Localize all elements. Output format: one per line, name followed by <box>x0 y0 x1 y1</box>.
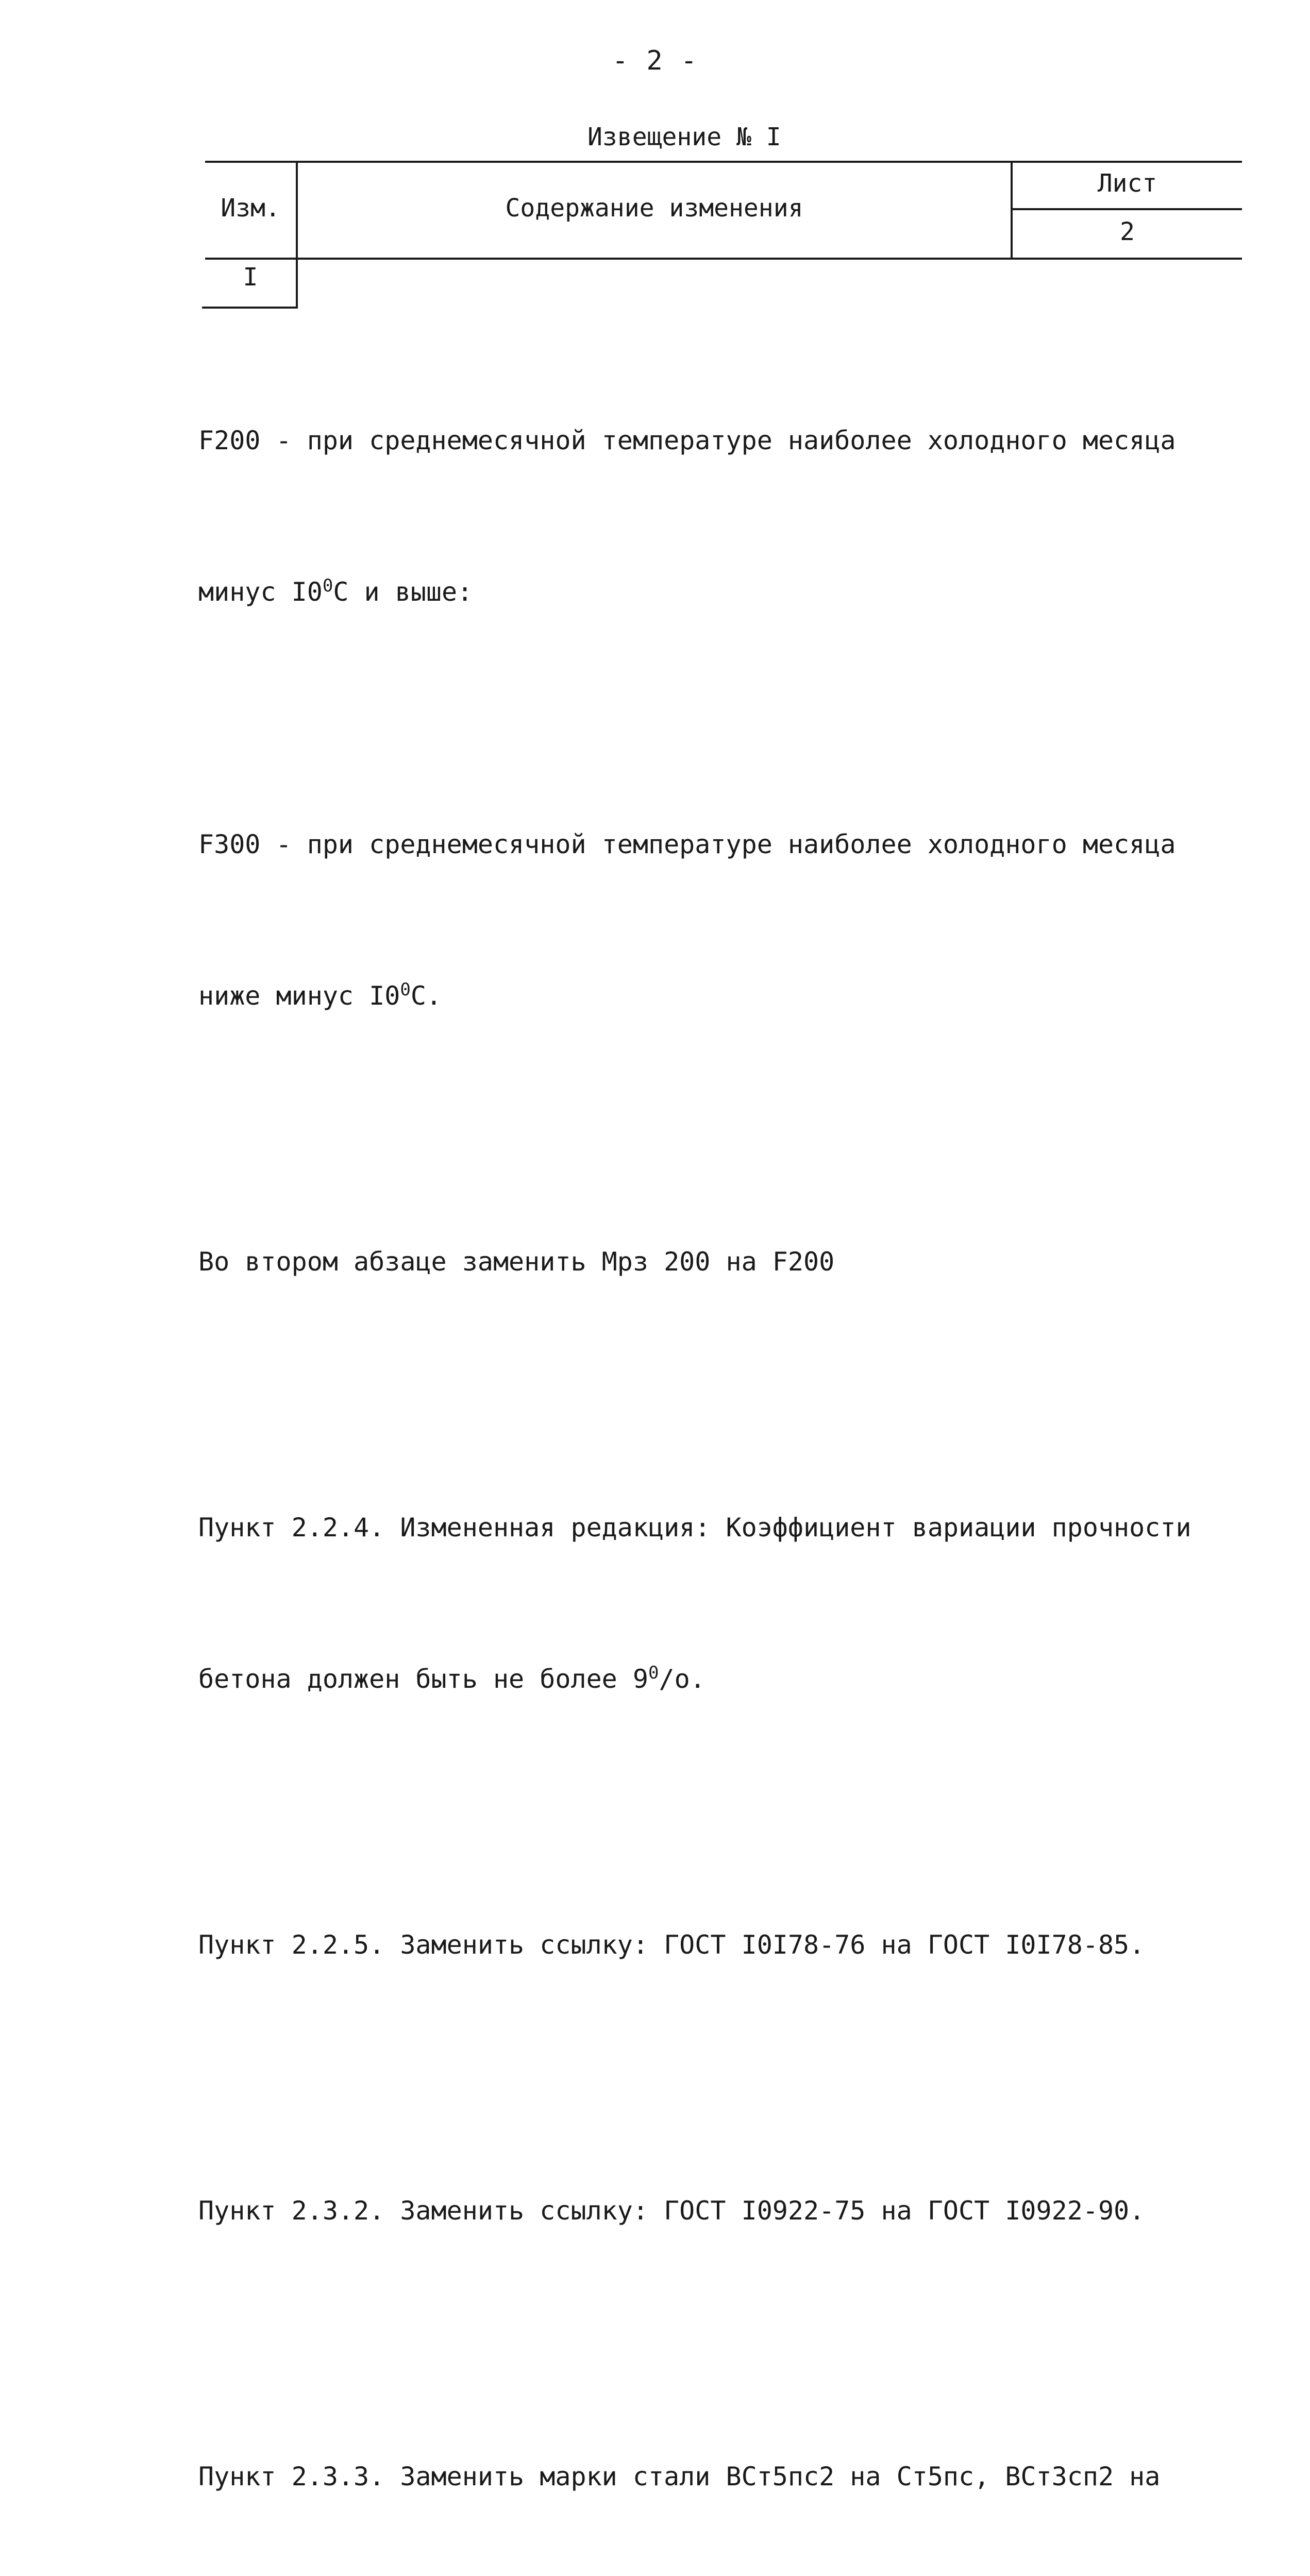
table-header-content: Содержание изменения <box>505 194 803 223</box>
table-header-sheet: Лист <box>1097 169 1157 198</box>
paragraph-2-2-4 <box>198 1401 1245 1805</box>
superscript: 0 <box>648 1663 659 1683</box>
notice-title: Извещение № I <box>587 123 781 151</box>
text-line <box>198 971 1245 1021</box>
text-fragment: /о. <box>659 1664 706 1694</box>
text-line <box>198 1654 1245 1704</box>
table-header-bottom-border <box>205 258 1242 260</box>
table-change-number: I <box>243 263 258 292</box>
text-line: Пункт 2.3.2. Заменить ссылку: ГОСТ I0922-75 на ГОСТ I0922-90. <box>198 2196 1145 2226</box>
text-line <box>198 567 1245 617</box>
paragraph-second-abzac <box>198 1136 1245 1388</box>
text-line: F300 - при среднемесячной температуре наиболее холодного месяца <box>198 829 1176 859</box>
superscript: 0 <box>322 575 333 596</box>
page-number: - 2 - <box>612 45 698 76</box>
text-line: F200 - при среднемесячной температуре наиболее холодного месяца <box>198 426 1176 455</box>
text-line: Во втором абзаце заменить Мрз 200 на F200 <box>198 1247 835 1277</box>
table-row-bottom-border <box>202 307 298 309</box>
paragraph-2-3-3 <box>198 2350 1245 2576</box>
text-fragment: ниже минус I0 <box>198 981 400 1011</box>
text-fragment: бетона должен быть не более 9 <box>198 1664 648 1694</box>
document-body <box>198 314 1245 2576</box>
table-col-divider-1 <box>296 161 298 309</box>
text-fragment: С и выше: <box>333 577 473 607</box>
paragraph-f300 <box>198 718 1245 1122</box>
text-line: Пункт 2.2.5. Заменить ссылку: ГОСТ I0I78-76 на ГОСТ I0I78-85. <box>198 1930 1145 1960</box>
paragraph-f200 <box>198 314 1245 718</box>
paragraph-2-3-2 <box>198 2084 1245 2337</box>
table-sheet-divider <box>1012 208 1242 210</box>
text-line: Пункт 2.3.3. Заменить марки стали ВСт5пс2 на Ст5пс, ВСт3сп2 на <box>198 2462 1161 2492</box>
superscript: 0 <box>400 979 411 1000</box>
table-sheet-number: 2 <box>1120 217 1135 246</box>
text-fragment: С. <box>410 981 442 1011</box>
paragraph-2-2-5 <box>198 1819 1245 2071</box>
text-line: Пункт 2.2.4. Измененная редакция: Коэффициент вариации прочности <box>198 1513 1191 1543</box>
table-top-border <box>205 161 1242 163</box>
text-fragment: минус I0 <box>198 577 323 607</box>
table-header-change: Изм. <box>221 194 280 223</box>
